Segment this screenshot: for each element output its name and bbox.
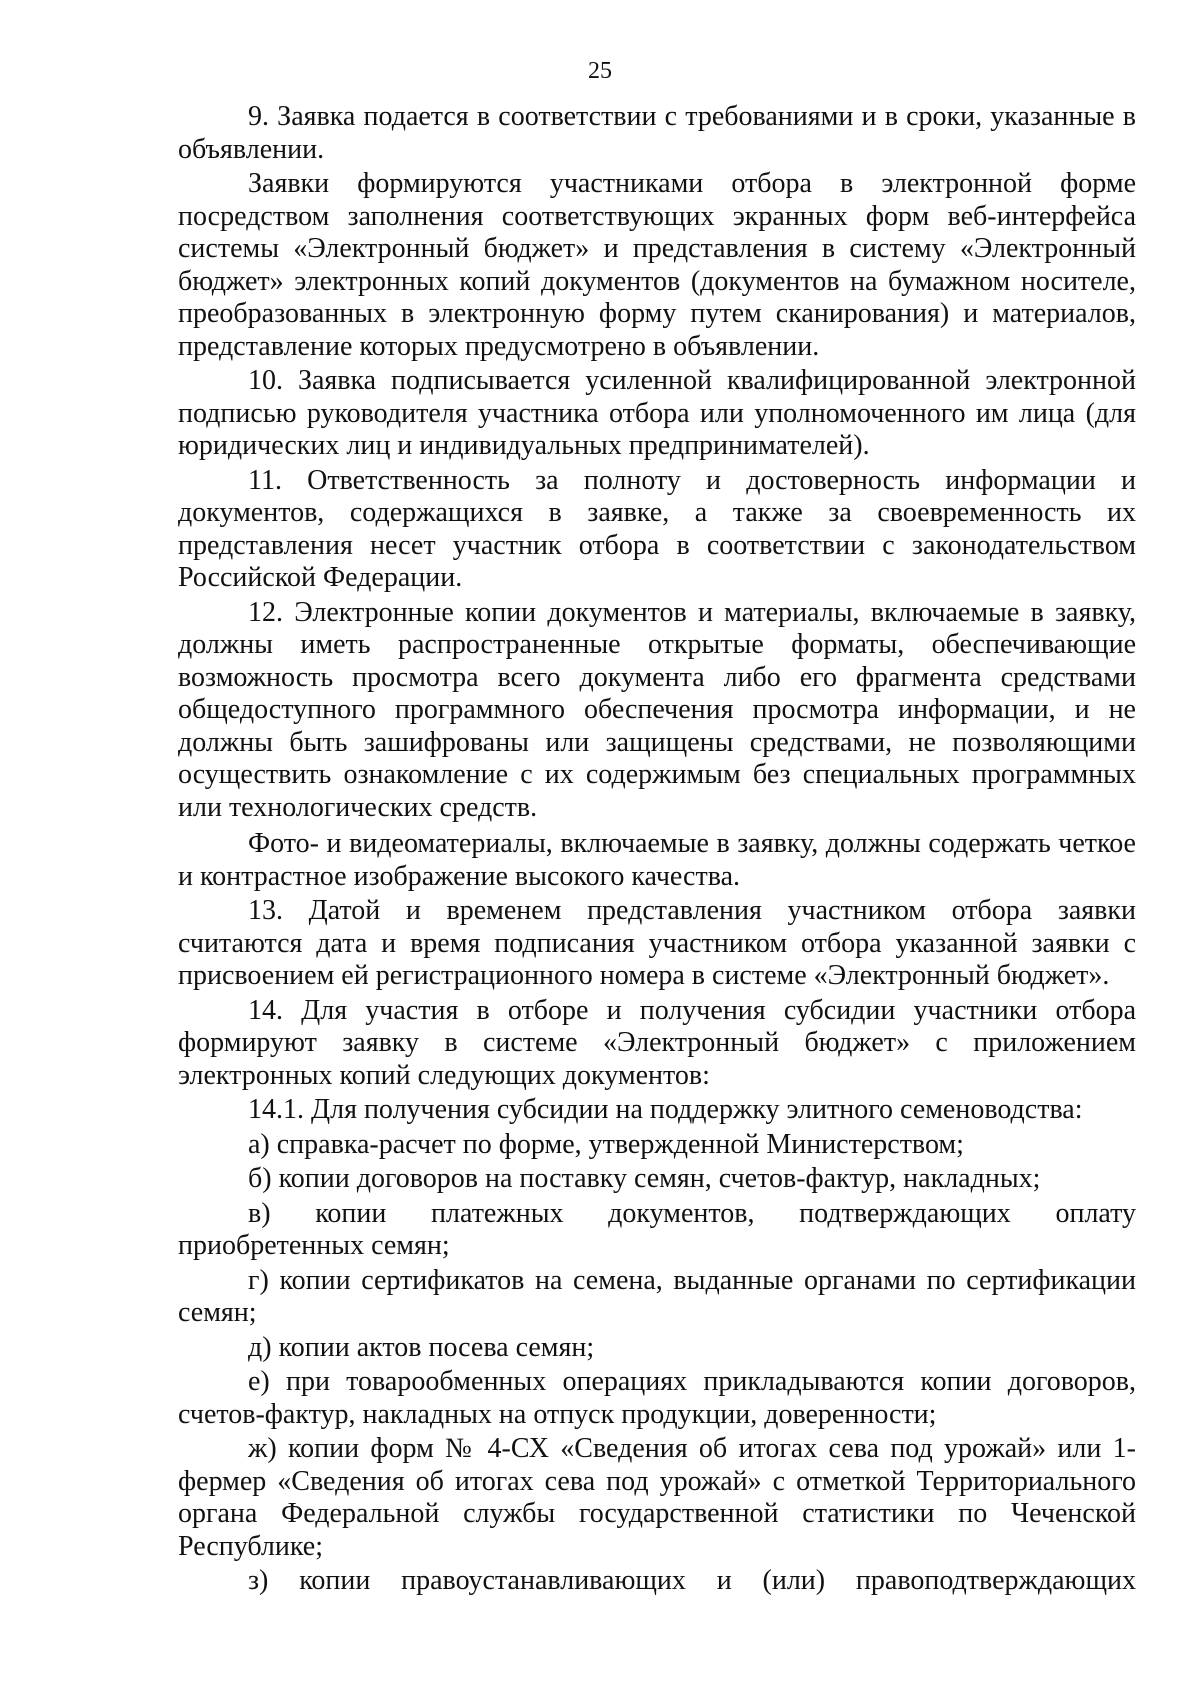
page-number: 25	[588, 58, 612, 84]
paragraph-9-applications-form: Заявки формируются участниками отбора в электронной форме посредством заполнения соответствующих экранных форм веб-интерфейса системы «Электронный бюджет» и представления в систему «Электронный бюджет» электронных копий документов (документов на бумажном носителе, преобразованных в электронную форму путем сканирования) и материалов, представление которых предусмотрено в объявлении.	[178, 168, 1136, 362]
document-body	[178, 101, 1136, 1598]
list-item-g: г) копии сертификатов на семена, выданные органами по сертификации семян;	[178, 1264, 1136, 1328]
paragraph-14-1: 14.1. Для получения субсидии на поддержку элитного семеноводства:	[248, 1094, 1083, 1125]
list-item-e: е) при товарообменных операциях прикладываются копии договоров, счетов-фактур, накладных на отпуск продукции, доверенности;	[178, 1366, 1136, 1430]
paragraph-13: 13. Датой и временем представления участником отбора заявки считаются дата и время подписания участником отбора указанной заявки с присвоением ей регистрационного номера в системе «Электронный бюджет».	[178, 895, 1136, 991]
list-item-z: з) копии правоустанавливающих и (или) правоподтверждающих	[248, 1565, 1136, 1596]
paragraph-14: 14. Для участия в отборе и получения субсидии участники отбора формируют заявку в системе «Электронный бюджет» с приложением электронных копий следующих документов:	[178, 994, 1136, 1091]
list-item-b: б) копии договоров на поставку семян, счетов-фактур, накладных;	[248, 1163, 1041, 1194]
list-item-d: д) копии актов посева семян;	[248, 1331, 595, 1363]
paragraph-12: 12. Электронные копии документов и материалы, включаемые в заявку, должны иметь распространенные открытые форматы, обеспечивающие возможность просмотра всего документа либо его фрагмента средствами общедоступного программного обеспечения просмотра информации, и не должны быть зашифрованы или защищены средствами, не позволяющими осуществить ознакомление с их содержимым без специальных программных или технологических средств.	[178, 596, 1136, 823]
paragraph-9: 9. Заявка подается в соответствии с требованиями и в сроки, указанные в объявлении.	[178, 101, 1136, 165]
list-item-v: в) копии платежных документов, подтверждающих оплату приобретенных семян;	[178, 1197, 1136, 1261]
list-item-zh: ж) копии форм № 4-СХ «Сведения об итогах сева под урожай» или 1-фермер «Сведения об итогах сева под урожай» с отметкой Территориального органа Федеральной службы государственной статистики по Чеченской Республике;	[178, 1433, 1136, 1562]
paragraph-11: 11. Ответственность за полноту и достоверность информации и документов, содержащихся в заявке, а также за своевременность их представления несет участник отбора в соответствии с законодательством Российской Федерации.	[178, 464, 1136, 593]
list-item-a: а) справка-расчет по форме, утвержденной Министерством;	[248, 1128, 964, 1160]
paragraph-12-photo-video: Фото- и видеоматериалы, включаемые в заявку, должны содержать четкое и контрастное изображение высокого качества.	[178, 828, 1136, 892]
paragraph-10: 10. Заявка подписывается усиленной квалифицированной электронной подписью руководителя участника отбора или уполномоченного им лица (для юридических лиц и индивидуальных предпринимателей).	[178, 365, 1136, 461]
